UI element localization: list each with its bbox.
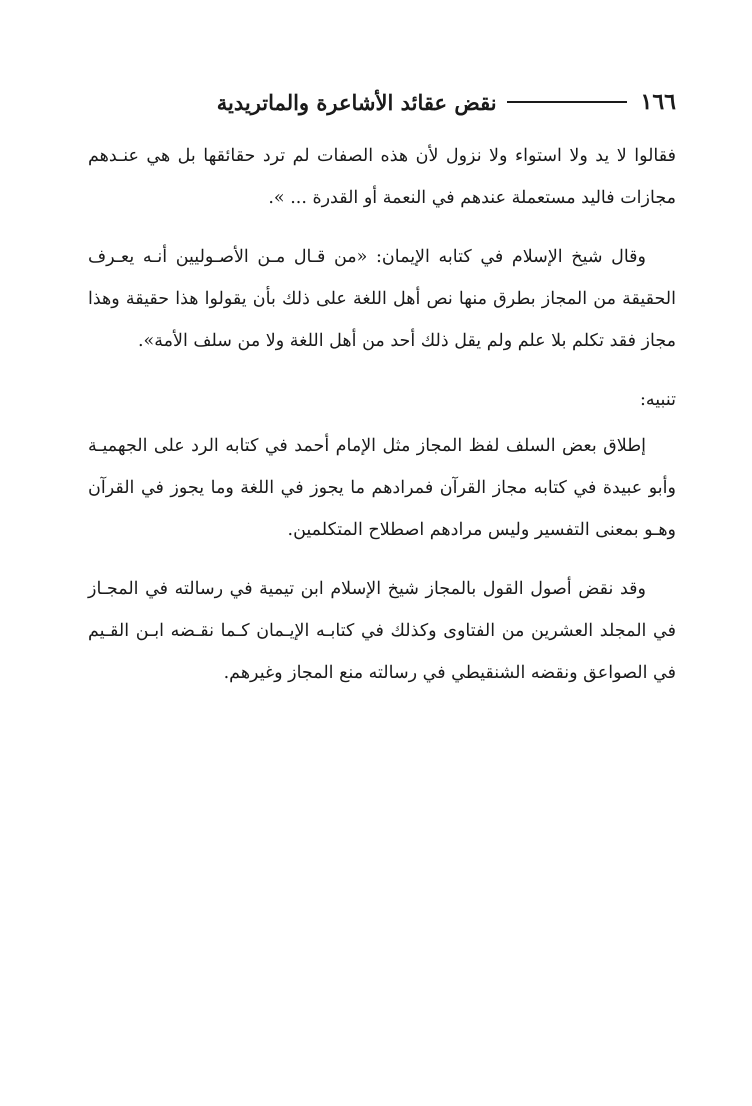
paragraph-note: إطلاق بعض السلف لفظ المجاز مثل الإمام أحمد في كتابه الرد على الجهميـة وأبو عبيدة في كتابه مجاز القرآن فمرادهم ما يجوز في اللغة وما يجوز في القرآن وهـو بمعنى التفسير وليس مرادهم اصطلاح المتكلمين. — [88, 436, 676, 540]
paragraph-continuation: فقالوا لا يد ولا استواء ولا نزول لأن هذه الصفات لم ترد حقائقها بل هي عنـدهم مجازات فاليد مستعملة عندهم في النعمة أو القدرة ... ». — [88, 146, 676, 208]
running-title: نقض عقائد الأشاعرة والماتريدية — [216, 89, 497, 115]
page-header — [88, 82, 676, 122]
header-rule — [507, 101, 627, 103]
note-heading: تنبيه: — [640, 390, 676, 410]
paragraph-refutation: وقد نقض أصول القول بالمجاز شيخ الإسلام ابن تيمية في رسالته في المجـاز في المجلد العشرين من الفتاوى وكذلك في كتابـه الإيـمان كـما نقـضه ابـن القـيم في الصواعق ونقضه الشنقيطي في رسالته منع المجاز وغيرهم. — [88, 579, 676, 683]
page-number: ١٦٦ — [640, 89, 676, 115]
paragraph-quote-iman: وقال شيخ الإسلام في كتابه الإيمان: «من قـال مـن الأصـوليين أنـه يعـرف الحقيقة من المجاز بطرق منها نص أهل اللغة على ذلك بأن يقولوا هذا حقيقة وهذا مجاز فقد تكلم بلا علم ولم يقل ذلك أحد من أهل اللغة ولا من سلف الأمة». — [88, 247, 676, 351]
page-body — [88, 135, 676, 711]
